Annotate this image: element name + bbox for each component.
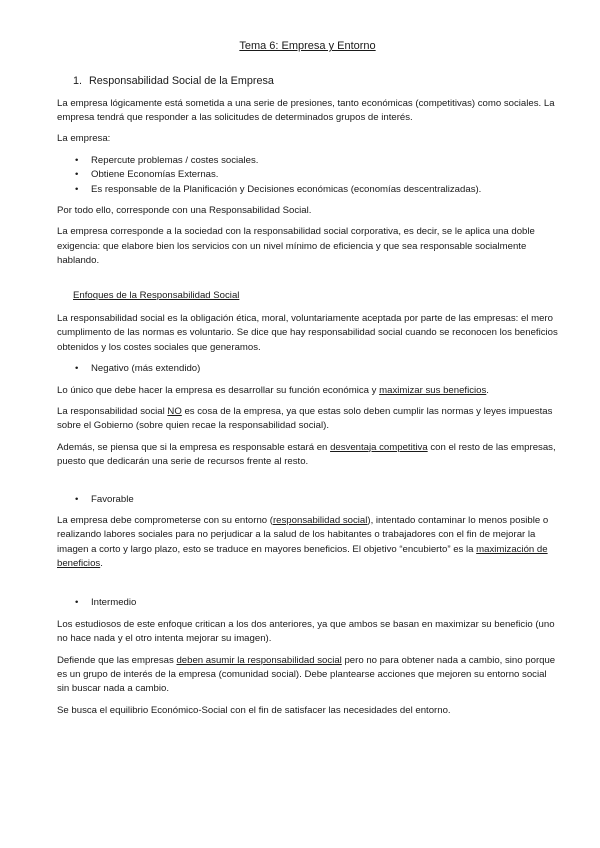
text-span: pero no para obtener nada a cambio, sino porque es un grupo de interés de la empresa (comunidad social). Debe plantearse acciones que mejoren su entorno social sin buscar nada a cambio. (57, 654, 556, 695)
list-item-text: Repercute problemas / costes sociales. (91, 154, 259, 166)
list-item (57, 362, 558, 376)
list-item (57, 154, 558, 168)
paragraph-negativo-1 (57, 384, 558, 398)
list-item (57, 183, 558, 197)
text-span: Además, se piensa que si la empresa es responsable estará en (57, 441, 331, 453)
bullet-icon: • (75, 493, 79, 505)
text-span: . (486, 384, 489, 396)
spacer (57, 578, 558, 596)
list-item (57, 168, 558, 182)
paragraph-presiones: La empresa lógicamente está sometida a una serie de presiones, tanto económicas (competitivas) como sociales. La empresa tendrá que responder a las solicitudes de determinados grupos de interés. (57, 97, 555, 124)
text-span: Defiende que las empresas (57, 654, 177, 666)
paragraph-doble-exigencia: La empresa corresponde a la sociedad con la responsabilidad social corporativa, es decir, se le aplica una doble exigencia: que elabore bien los servicios con un nivel mínimo de eficiencia y que sea responsable socialmente hablando. (57, 226, 535, 267)
list-item-text: Negativo (más extendido) (91, 363, 201, 375)
paragraph-la-empresa: La empresa: (57, 133, 111, 145)
paragraph-intermedio-3: Se busca el equilibrio Económico-Social con el fin de satisfacer las necesidades del entorno. (57, 704, 451, 716)
underlined-text: maximizar sus beneficios (379, 384, 487, 396)
text-span: La responsabilidad social (57, 405, 168, 417)
paragraph-intermedio-1: Los estudiosos de este enfoque critican a los dos anteriores, ya que ambos se basan en maximizar su beneficio (uno no hace nada y el otro intenta mejorar su imagen). (57, 618, 555, 645)
paragraph-favorable (57, 514, 558, 572)
list-item-text: Intermedio (91, 597, 137, 609)
underlined-text: NO (167, 405, 182, 417)
text-span: ), intentado contaminar lo menos posible o realizando labores sociales para no perjudicar a la salud de los habitantes o trabajadores con el fin de mejorar la imagen a corto y largo plazo, esto se traduce en mayores beneficios. El objetivo “encubierto” es la (57, 514, 549, 555)
bullet-icon: • (75, 363, 79, 375)
list-item-text: Favorable (91, 493, 134, 505)
paragraph-responsabilidad: Por todo ello, corresponde con una Responsabilidad Social. (57, 205, 312, 217)
paragraph-negativo-2 (57, 405, 558, 434)
section-number: 1. (73, 74, 83, 87)
list-item-text: Es responsable de la Planificación y Decisiones económicas (economías descentralizadas). (91, 183, 482, 195)
page-title: Tema 6: Empresa y Entorno (239, 40, 376, 52)
underlined-text: deben asumir la responsabilidad social (176, 654, 342, 666)
bullet-favorable (57, 493, 558, 507)
bullet-negativo (57, 362, 558, 376)
underlined-text: maximización de beneficios (57, 543, 548, 570)
underlined-text: responsabilidad social (272, 514, 368, 526)
list-item-text: Obtiene Economías Externas. (91, 169, 219, 181)
section-heading (57, 73, 558, 89)
bullet-list-empresa (57, 154, 558, 197)
spacer (57, 477, 558, 493)
bullet-icon: • (75, 169, 79, 181)
underlined-text: desventaja competitiva (330, 441, 428, 453)
bullet-intermedio (57, 596, 558, 610)
list-item (57, 493, 558, 507)
text-span: con el resto de las empresas, puesto que dedicarán una serie de recursos frente al resto. (57, 441, 556, 468)
section-title: Responsabilidad Social de la Empresa (89, 74, 274, 87)
bullet-icon: • (75, 597, 79, 609)
bullet-icon: • (75, 154, 79, 166)
paragraph-negativo-3 (57, 441, 558, 470)
subsection-heading: Enfoques de la Responsabilidad Social (73, 289, 240, 301)
paragraph-definicion: La responsabilidad social es la obligación ética, moral, voluntariamente aceptada por parte de las empresas: el mero cumplimento de las normas es voluntario. Se dice que hay responsabilidad social cuando se reconocen los beneficios obtenidos y los costes sociales que generamos. (57, 312, 558, 353)
bullet-icon: • (75, 183, 79, 195)
text-span: La empresa debe comprometerse con su entorno ( (57, 514, 273, 526)
text-span: Lo único que debe hacer la empresa es desarrollar su función económica y (57, 384, 380, 396)
text-span: es cosa de la empresa, ya que estas solo deben cumplir las normas y leyes impuestas sobre el Gobierno (sobre quien recae la responsabilidad social). (57, 405, 553, 432)
paragraph-intermedio-2 (57, 654, 558, 697)
list-item (57, 596, 558, 610)
text-span: . (100, 558, 103, 570)
